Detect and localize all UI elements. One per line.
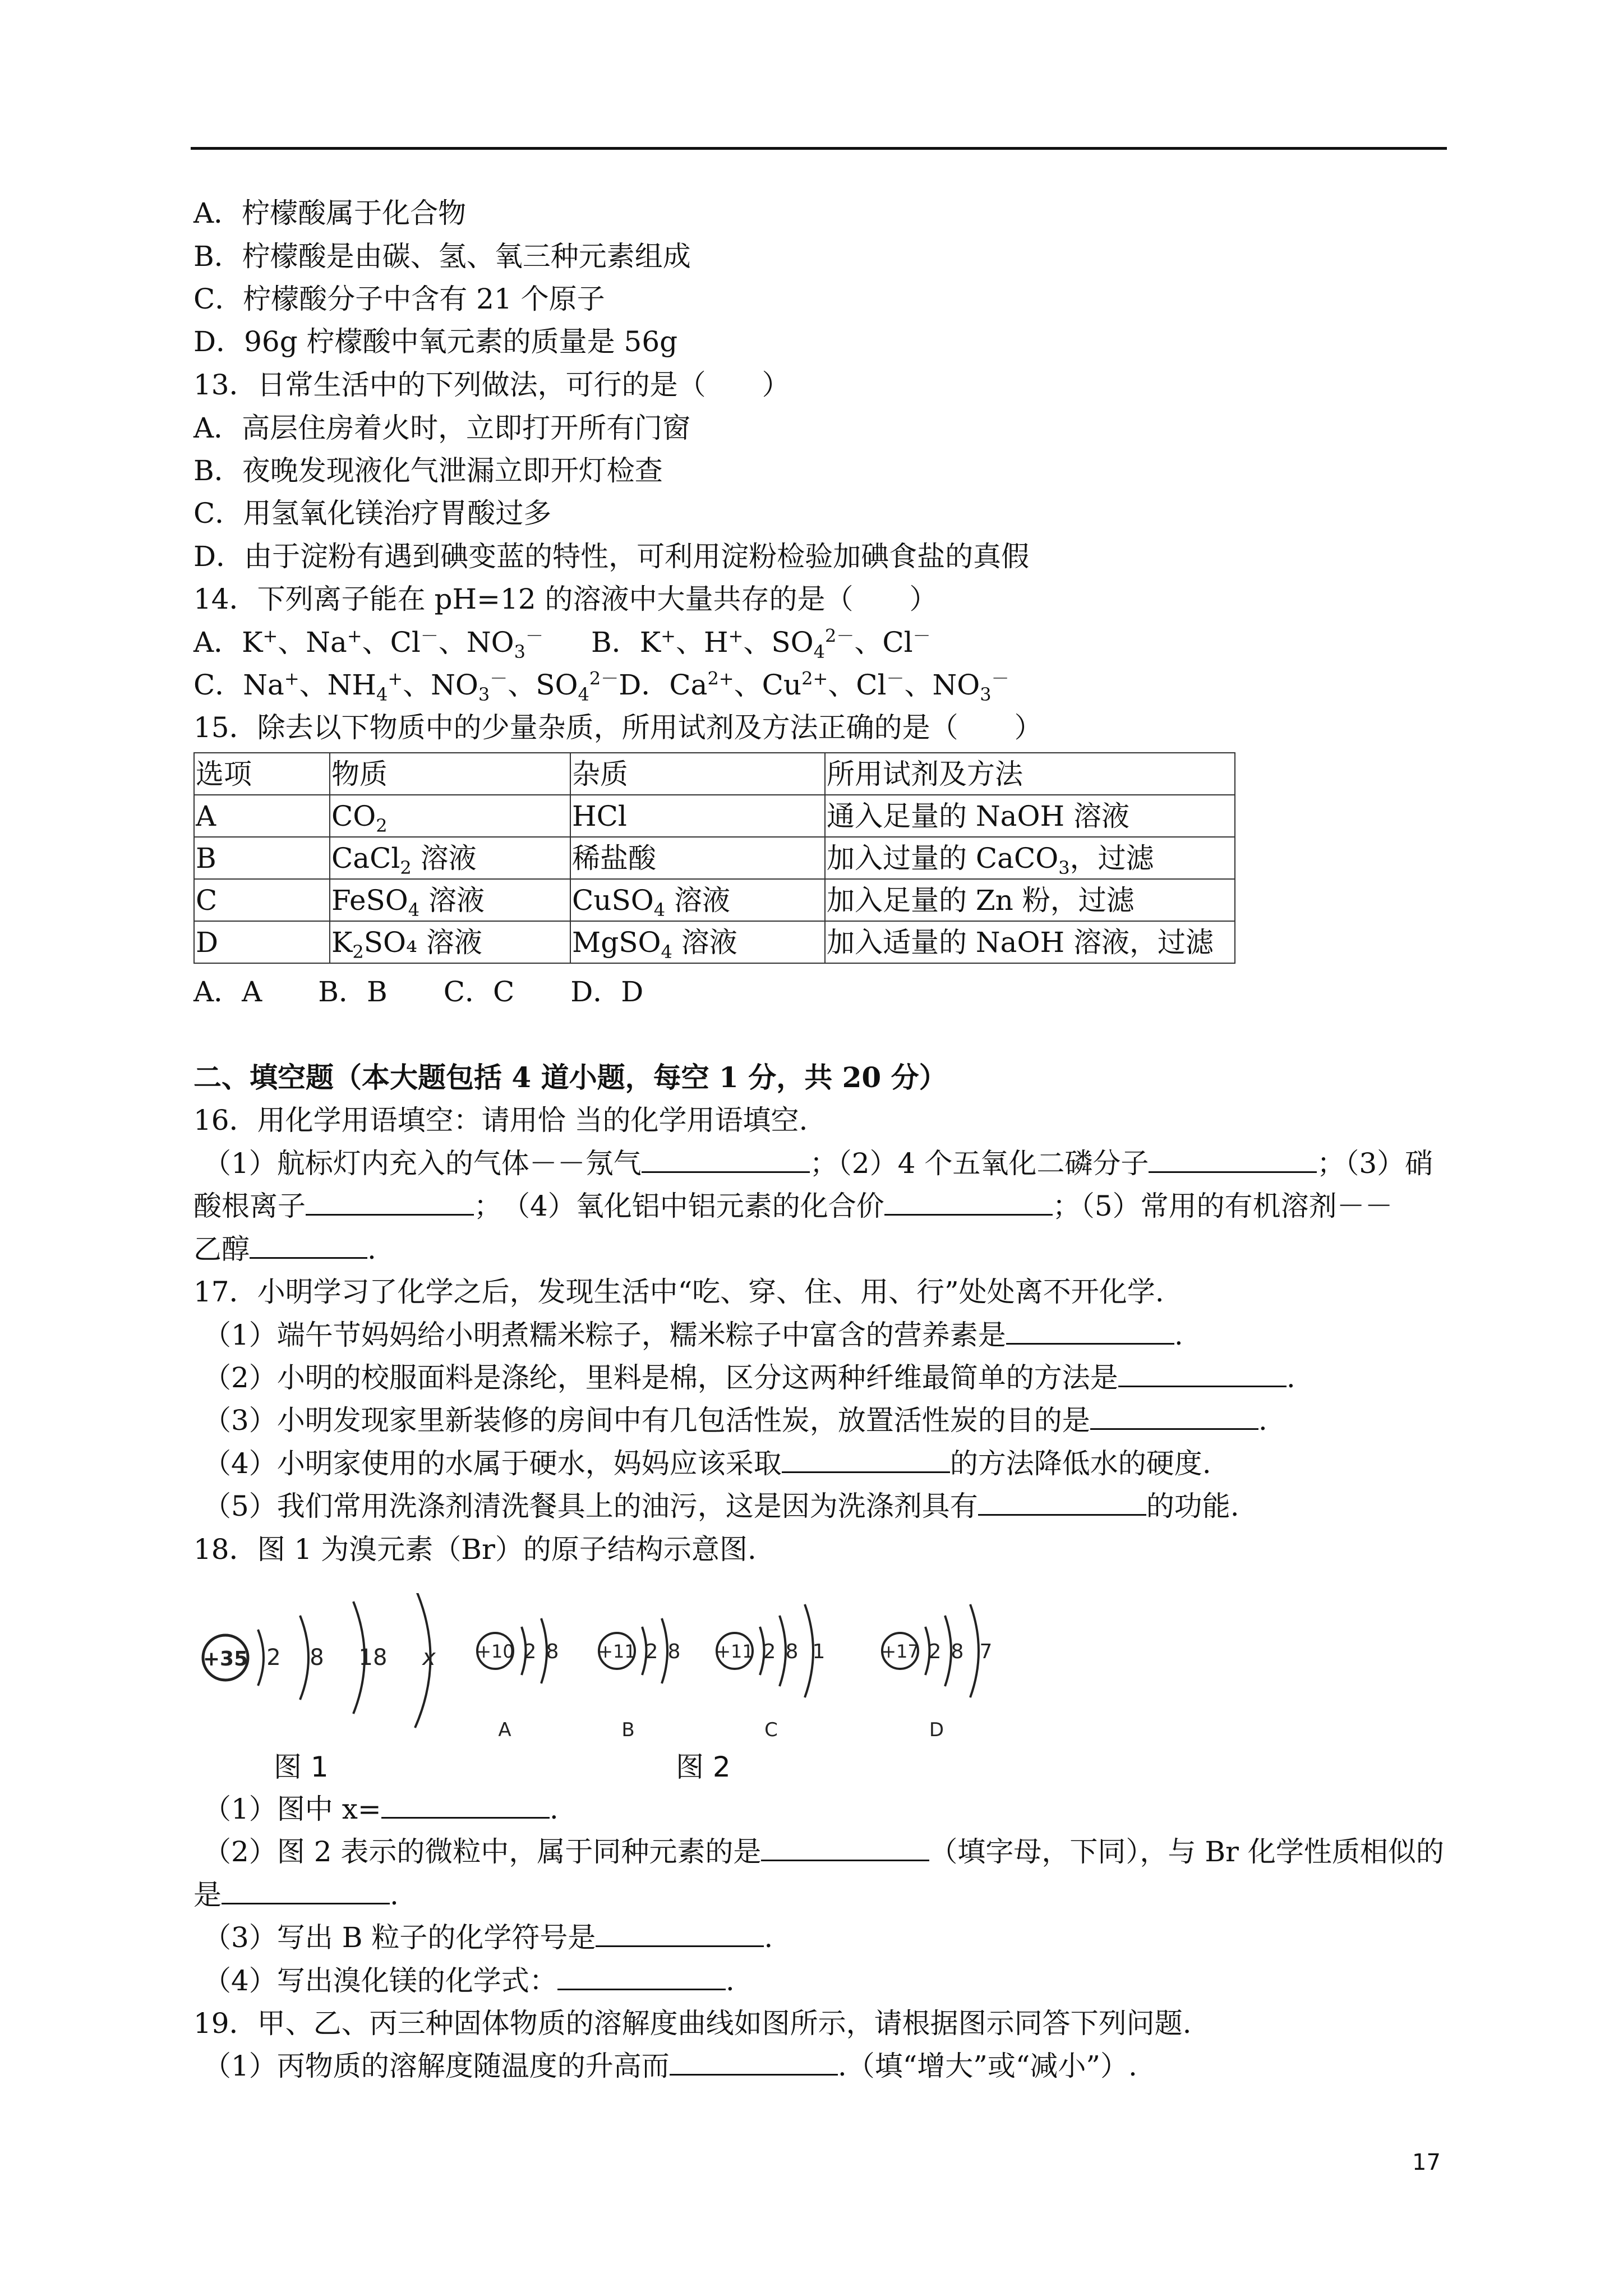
particle-b-diagram bbox=[598, 1618, 680, 1741]
answer-blank[interactable] bbox=[1118, 1361, 1287, 1387]
q12-option-c: C．柠檬酸分子中含有 21 个原子 bbox=[193, 283, 605, 315]
br-shell-2: 8 bbox=[310, 1645, 324, 1671]
table-header-cell: 杂质 bbox=[570, 753, 825, 795]
page-number: 17 bbox=[1412, 2150, 1441, 2175]
table-cell: A bbox=[194, 795, 330, 837]
br-nucleus-charge: +35 bbox=[202, 1648, 248, 1671]
particle-d-diagram bbox=[881, 1604, 992, 1741]
answer-blank[interactable] bbox=[596, 1921, 764, 1947]
particle-a-shell: 2 bbox=[523, 1640, 537, 1663]
table-cell: $K_2SO_4$ 溶液 bbox=[330, 921, 570, 963]
answer-blank[interactable] bbox=[642, 1147, 810, 1173]
particle-c-charge: +11 bbox=[716, 1641, 754, 1662]
answer-blank[interactable] bbox=[884, 1189, 1053, 1216]
particle-b-shell: 2 bbox=[645, 1640, 658, 1663]
particle-a-charge: +10 bbox=[476, 1641, 514, 1662]
answer-blank[interactable] bbox=[782, 1447, 950, 1473]
figure-2-caption: 图 2 bbox=[676, 1751, 731, 1783]
q18-part-2: （2）图 2 表示的微粒中，属于同种元素的是 （填字母，下同），与 Br 化学性质相似的 bbox=[203, 1835, 1444, 1868]
q17-part-5: （5）我们常用洗涤剂清洗餐具上的油污，这是因为洗涤剂具有 的功能. bbox=[203, 1490, 1239, 1522]
particle-a-diagram bbox=[476, 1618, 559, 1741]
br-shell-1: 2 bbox=[266, 1645, 281, 1671]
atomic-structure-diagrams bbox=[191, 1593, 1088, 1761]
answer-blank[interactable] bbox=[250, 1232, 367, 1259]
q14-options-cd: C．Na+、$NH_4^+$、$NO_3^-$、$SO_4^{2-}D$．$Ca^{2+}$、$Cu^{2+}$、Cl－、$NO_3^-$ bbox=[193, 668, 1009, 705]
answer-blank[interactable] bbox=[761, 1835, 929, 1861]
table-cell: 通入足量的 NaOH 溶液 bbox=[825, 795, 1235, 837]
q19-part-1: （1）丙物质的溶解度随温度的升高而 .（填“增大”或“减小”）. bbox=[203, 2050, 1137, 2082]
table-cell: C bbox=[194, 879, 330, 921]
particle-a-label: A bbox=[498, 1719, 511, 1741]
table-header-cell: 物质 bbox=[330, 753, 570, 795]
q12-option-d: D．96g 柠檬酸中氧元素的质量是 56g bbox=[193, 325, 678, 358]
answer-blank[interactable] bbox=[1149, 1147, 1317, 1173]
table-cell: 加入足量的 Zn 粉，过滤 bbox=[825, 879, 1235, 921]
table-cell: 稀盐酸 bbox=[570, 837, 825, 879]
answer-blank[interactable] bbox=[222, 1878, 390, 1904]
answer-blank[interactable] bbox=[978, 1489, 1146, 1516]
table-cell: 加入过量的 CaCO$_3$，过滤 bbox=[825, 837, 1235, 879]
q17-stem: 17．小明学习了化学之后，发现生活中“吃、穿、住、用、行”处处离不开化学. bbox=[193, 1276, 1164, 1308]
particle-c-shell: 8 bbox=[785, 1640, 799, 1663]
table-row bbox=[194, 795, 1235, 837]
q17-part-4: （4）小明家使用的水属于硬水，妈妈应该采取 的方法降低水的硬度. bbox=[203, 1447, 1211, 1480]
q16-line-1: （1）航标灯内充入的气体－－氖气 ；（2）4 个五氧化二磷分子 ；（3）硝 bbox=[203, 1147, 1433, 1180]
particle-a-shell: 8 bbox=[546, 1640, 559, 1663]
table-header-cell: 所用试剂及方法 bbox=[825, 753, 1235, 795]
particle-b-charge: +11 bbox=[598, 1641, 636, 1662]
q16-line-2: 酸根离子 ； （4）氧化铝中铝元素的化合价 ；（5）常用的有机溶剂－－ bbox=[193, 1190, 1393, 1222]
q14-options-ab: A．K+、Na+、Cl－、$NO_3^-$ B．K+、H+、$SO_4^{2-}$、Cl－ bbox=[193, 625, 931, 662]
answer-blank[interactable] bbox=[1090, 1404, 1258, 1430]
particle-d-charge: +17 bbox=[881, 1641, 919, 1662]
q16-stem: 16．用化学用语填空：请用恰 当的化学用语填空. bbox=[193, 1104, 808, 1137]
q18-stem: 18．图 1 为溴元素（Br）的原子结构示意图. bbox=[193, 1533, 757, 1566]
q15-stem: 15．除去以下物质中的少量杂质，所用试剂及方法正确的是（ ） bbox=[193, 711, 1043, 744]
table-header-cell: 选项 bbox=[194, 753, 330, 795]
table-cell: D bbox=[194, 921, 330, 963]
q17-part-1: （1）端午节妈妈给小明煮糯米粽子，糯米粽子中富含的营养素是 . bbox=[203, 1319, 1183, 1351]
table-header-row bbox=[194, 753, 1235, 795]
table-cell: CaCl$_2$ 溶液 bbox=[330, 837, 570, 879]
particle-b-shell: 8 bbox=[667, 1640, 681, 1663]
q16-line-3: 乙醇 . bbox=[193, 1233, 376, 1266]
answer-blank[interactable] bbox=[381, 1792, 550, 1819]
q18-part-4: （4）写出溴化镁的化学式： . bbox=[203, 1964, 735, 1997]
particle-c-diagram bbox=[716, 1604, 825, 1741]
q15-options: A．A B．B C．C D．D bbox=[193, 976, 644, 1008]
table-cell: FeSO$_4$ 溶液 bbox=[330, 879, 570, 921]
br-shell-3: 18 bbox=[358, 1645, 388, 1671]
q18-part-1: （1）图中 x= . bbox=[203, 1793, 559, 1825]
header-rule bbox=[191, 147, 1447, 150]
br-shell-4: x bbox=[422, 1645, 436, 1671]
particle-c-shell: 1 bbox=[812, 1640, 826, 1663]
figure-1-caption: 图 1 bbox=[274, 1751, 329, 1783]
table-cell: B bbox=[194, 837, 330, 879]
answer-blank[interactable] bbox=[670, 2049, 838, 2076]
table-cell: MgSO$_4$ 溶液 bbox=[570, 921, 825, 963]
table-row bbox=[194, 921, 1235, 963]
atomic-structure-figure bbox=[191, 1593, 1088, 1795]
q18-part-2-cont: 是 . bbox=[193, 1879, 399, 1911]
particle-d-label: D bbox=[929, 1719, 944, 1741]
particle-c-shell: 2 bbox=[763, 1640, 776, 1663]
table-cell: 加入适量的 NaOH 溶液，过滤 bbox=[825, 921, 1235, 963]
answer-blank[interactable] bbox=[306, 1189, 474, 1216]
q12-option-a: A．柠檬酸属于化合物 bbox=[193, 197, 467, 229]
particle-d-shell: 2 bbox=[928, 1640, 942, 1663]
table-row bbox=[194, 879, 1235, 921]
particle-b-label: B bbox=[621, 1719, 635, 1741]
section-2-heading: 二、填空题（本大题包括 4 道小题，每空 1 分，共 20 分） bbox=[193, 1061, 947, 1094]
answer-blank[interactable] bbox=[1006, 1318, 1174, 1345]
q19-stem: 19．甲、乙、丙三种固体物质的溶解度曲线如图所示，请根据图示同答下列问题. bbox=[193, 2007, 1192, 2040]
q13-stem: 13．日常生活中的下列做法，可行的是（ ） bbox=[193, 369, 790, 401]
q12-option-b: B．柠檬酸是由碳、氢、氧三种元素组成 bbox=[193, 240, 691, 273]
q15-table bbox=[193, 752, 1235, 964]
table-cell: CuSO$_4$ 溶液 bbox=[570, 879, 825, 921]
particle-d-shell: 7 bbox=[979, 1640, 993, 1663]
table-cell: HCl bbox=[570, 795, 825, 837]
q13-option-a: A．高层住房着火时，立即打开所有门窗 bbox=[193, 412, 691, 444]
table-cell: $CO_2$ bbox=[330, 795, 570, 837]
br-atom-diagram bbox=[203, 1593, 436, 1728]
particle-d-shell: 8 bbox=[951, 1640, 964, 1663]
q18-part-3: （3）写出 B 粒子的化学符号是 . bbox=[203, 1921, 773, 1954]
table-row bbox=[194, 837, 1235, 879]
answer-blank[interactable] bbox=[557, 1964, 726, 1990]
q17-part-2: （2）小明的校服面料是涤纶，里料是棉，区分这两种纤维最简单的方法是 . bbox=[203, 1361, 1295, 1394]
q13-option-c: C．用氢氧化镁治疗胃酸过多 bbox=[193, 497, 552, 530]
q13-option-d: D．由于淀粉有遇到碘变蓝的特性，可利用淀粉检验加碘食盐的真假 bbox=[193, 540, 1030, 573]
q14-stem: 14．下列离子能在 pH=12 的溶液中大量共存的是（ ） bbox=[193, 583, 938, 615]
particle-c-label: C bbox=[764, 1719, 778, 1741]
q13-option-b: B．夜晚发现液化气泄漏立即开灯检查 bbox=[193, 454, 663, 487]
q17-part-3: （3）小明发现家里新装修的房间中有几包活性炭，放置活性炭的目的是 . bbox=[203, 1404, 1267, 1437]
